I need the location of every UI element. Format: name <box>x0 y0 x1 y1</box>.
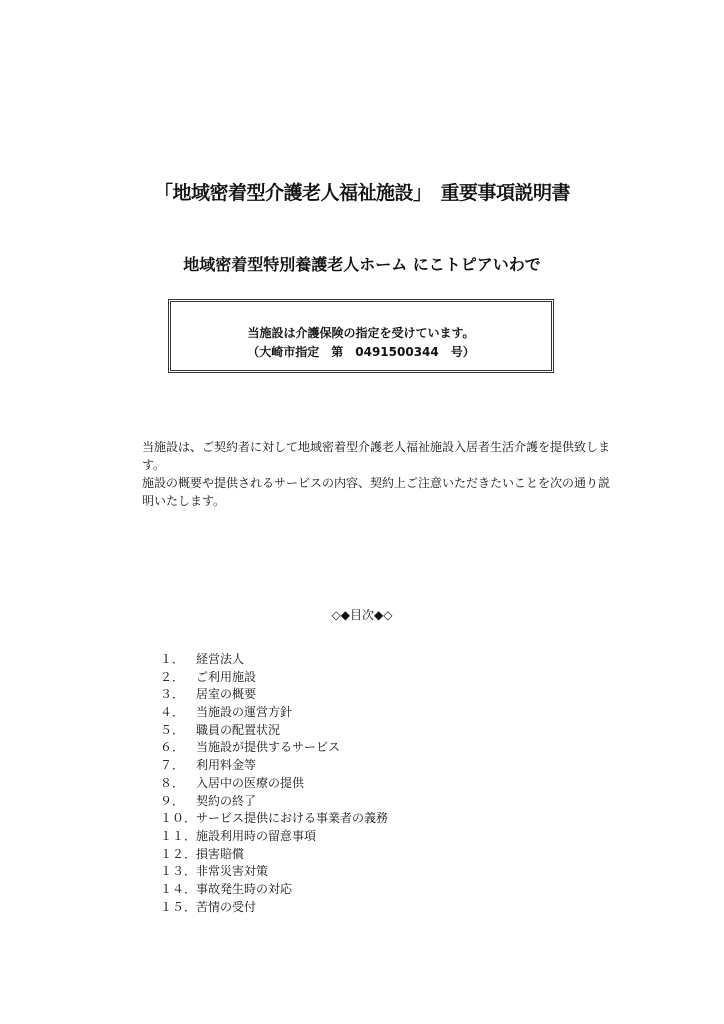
toc-item-number: ５． <box>160 722 185 737</box>
designation-notice-line1: 当施設は介護保険の指定を受けています。 <box>247 326 475 340</box>
toc-item-number: ７． <box>160 758 185 773</box>
designation-notice-box <box>168 299 554 373</box>
toc-item-number: １０． <box>160 811 197 826</box>
toc-item-number: １４． <box>160 881 197 896</box>
toc-item <box>160 810 388 828</box>
document-title: 「地域密着型介護老人福祉施設」 重要事項説明書 <box>153 182 570 204</box>
toc-item-number: １２． <box>160 846 197 861</box>
toc-item-number: １１． <box>160 828 197 843</box>
toc-item-label: 非常災害対策 <box>196 864 269 879</box>
intro-text <box>142 438 612 510</box>
toc-item <box>160 899 388 917</box>
toc-item-label: 契約の終了 <box>196 793 257 808</box>
toc-item-label: 利用料金等 <box>196 758 257 773</box>
toc-item-label: 当施設が提供するサービス <box>196 740 341 755</box>
intro-paragraph: 施設の概要や提供されるサービスの内容、契約上ご注意いただきたいことを次の通り説明いたします。 <box>142 476 611 508</box>
toc-item <box>160 846 388 864</box>
intro-paragraph: 当施設は、ご契約者に対して地域密着型介護老人福祉施設入居者生活介護を提供致します。 <box>142 440 611 472</box>
toc-item-label: 苦情の受付 <box>196 899 257 914</box>
toc-item <box>160 686 388 704</box>
toc-heading: ◇◆目次◆◇ <box>331 608 393 622</box>
toc-item-number: １． <box>160 652 185 666</box>
toc-item <box>160 828 388 846</box>
toc-item-number: ３． <box>160 687 185 702</box>
toc-item <box>160 704 388 722</box>
toc-item-label: 事故発生時の対応 <box>196 881 293 896</box>
toc-item-label: 経営法人 <box>196 652 245 666</box>
toc-item-label: サービス提供における事業者の義務 <box>196 811 389 826</box>
toc-item <box>160 722 388 740</box>
toc-item <box>160 775 388 793</box>
toc-item-label: 職員の配置状況 <box>196 722 281 737</box>
toc-item-number: １３． <box>160 864 197 879</box>
toc-item <box>160 863 388 881</box>
toc-item-label: ご利用施設 <box>196 669 257 684</box>
toc-item-label: 入居中の医療の提供 <box>196 775 305 790</box>
toc-item-label: 当施設の運営方針 <box>196 705 293 720</box>
toc-item-number: ４． <box>160 705 185 720</box>
toc-item-label: 施設利用時の留意事項 <box>196 828 317 843</box>
toc-item <box>160 739 388 757</box>
toc-item <box>160 793 388 811</box>
toc-item-number: ９． <box>160 793 185 808</box>
facility-name: 地域密着型特別養護老人ホーム にこトピアいわで <box>183 255 541 274</box>
toc-item <box>160 669 388 687</box>
toc-item <box>160 881 388 899</box>
toc-item <box>160 757 388 775</box>
toc-item-label: 損害賠償 <box>196 846 245 861</box>
table-of-contents <box>160 651 388 916</box>
toc-item <box>160 651 388 669</box>
toc-item-number: １５． <box>160 899 197 914</box>
toc-item-number: ２． <box>160 669 185 684</box>
designation-notice-line2: （大崎市指定 第 0491500344 号） <box>247 345 475 359</box>
toc-item-label: 居室の概要 <box>196 687 257 702</box>
toc-item-number: ８． <box>160 775 185 790</box>
toc-item-number: ６． <box>160 740 185 755</box>
